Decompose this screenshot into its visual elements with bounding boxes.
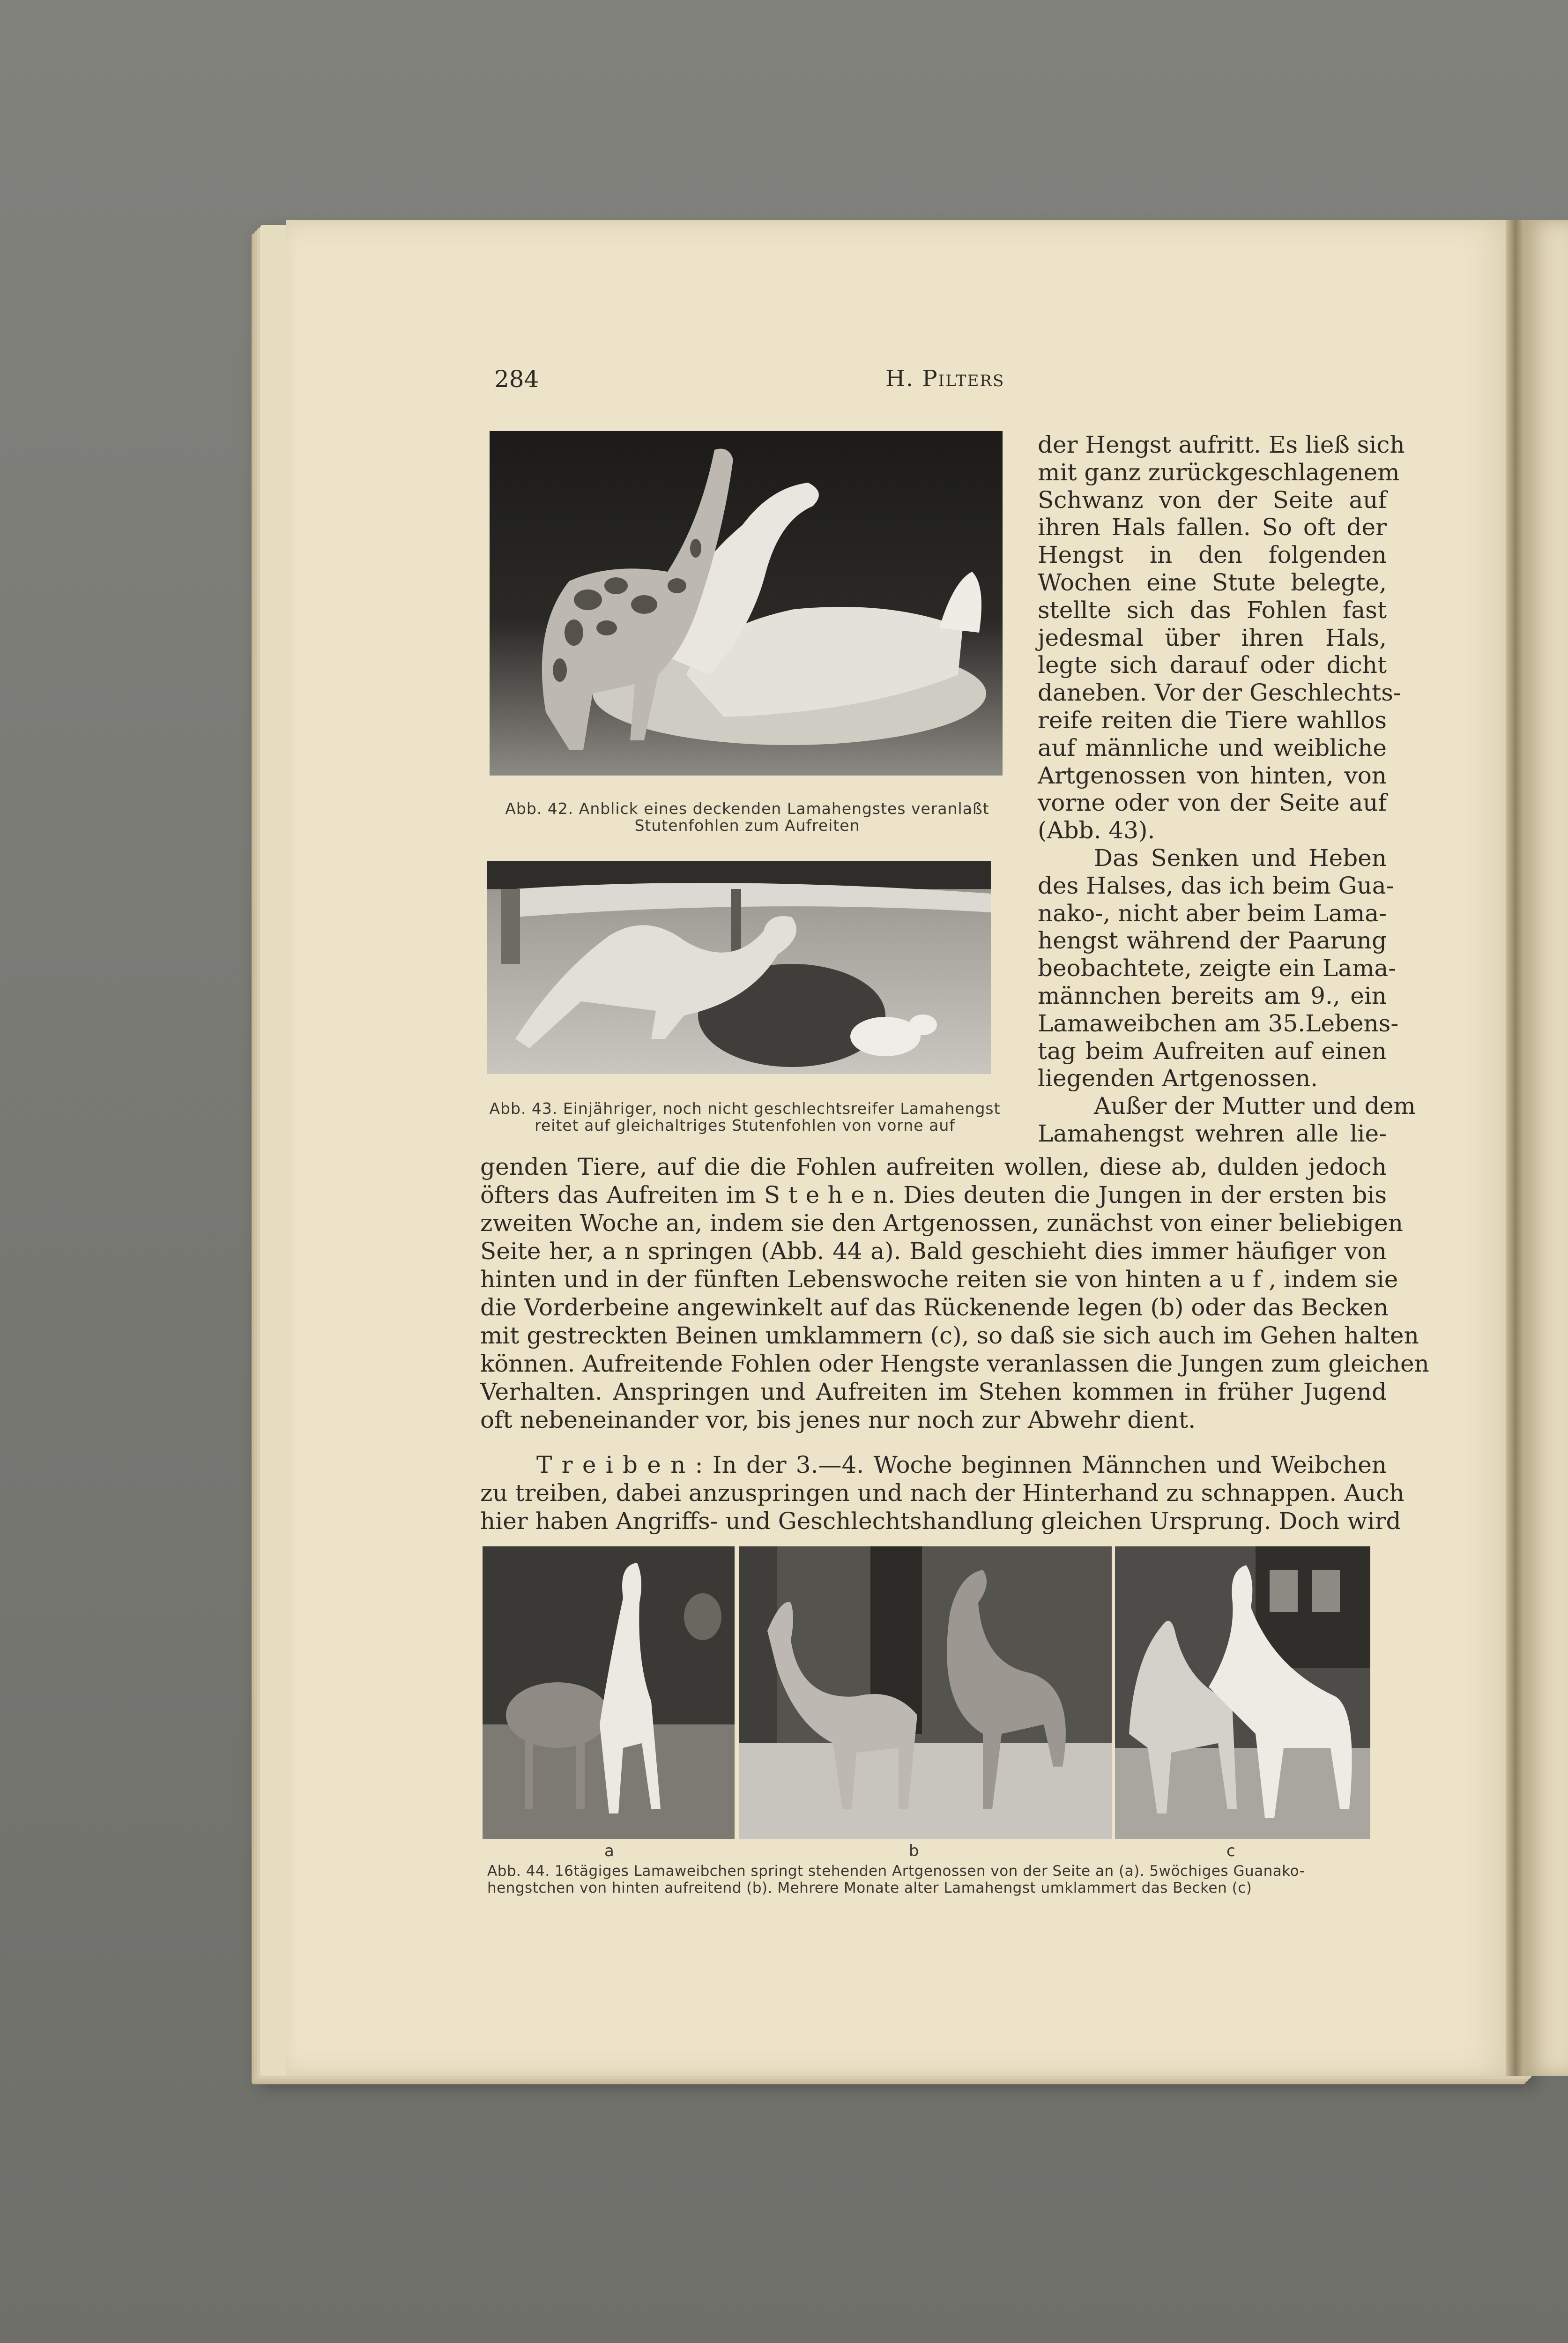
- figure-44a-photo: [483, 1546, 735, 1839]
- text-line: die Vorderbeine angewinkelt auf das Rückenende legen (b) oder das Becken: [480, 1294, 1389, 1321]
- figure-42-photo: [490, 431, 1003, 776]
- figure-44a-label: a: [604, 1842, 614, 1860]
- text-line: Artgenossen von hinten, von: [1038, 761, 1387, 789]
- figure-44c-label: c: [1226, 1842, 1235, 1860]
- text-line: Das Senken und Heben: [1094, 844, 1387, 872]
- text-line: (Abb. 43).: [1038, 817, 1155, 844]
- text-line: der Hengst aufritt. Es ließ sich: [1038, 431, 1405, 458]
- text-line: hinten und in der fünften Lebenswoche reiten sie von hinten a u f , indem sie: [480, 1266, 1398, 1293]
- text-line: beobachtete, zeigte ein Lama-: [1038, 955, 1397, 982]
- text-line: Wochen eine Stute belegte,: [1038, 568, 1387, 596]
- text-line: öfters das Aufreiten im S t e h e n. Dies deuten die Jungen in der ersten bis: [480, 1181, 1387, 1209]
- text-line: stellte sich das Fohlen fast: [1038, 596, 1387, 624]
- text-line: vorne oder von der Seite auf: [1038, 789, 1387, 817]
- text-line: Lamahengst wehren alle lie-: [1038, 1119, 1387, 1147]
- text-line: auf männliche und weibliche: [1038, 734, 1387, 761]
- text-line: hengst während der Paarung: [1038, 927, 1387, 955]
- text-line: liegenden Artgenossen.: [1038, 1065, 1318, 1092]
- running-head-author: H. Pilters: [885, 366, 1005, 392]
- text-line: tag beim Aufreiten auf einen: [1038, 1037, 1387, 1065]
- figure-44c-photo: [1115, 1546, 1370, 1839]
- figure-44-caption-line: Abb. 44. 16tägiges Lamaweibchen springt stehenden Artgenossen von der Seite an (a). 5wöchiges Guanako-: [487, 1863, 1305, 1880]
- text-line: Seite her, a n springen (Abb. 44 a). Bald geschieht dies immer häufiger von: [480, 1238, 1387, 1265]
- text-line: Hengst in den folgenden: [1038, 541, 1387, 569]
- text-line: zu treiben, dabei anzuspringen und nach der Hinterhand zu schnappen. Auch: [480, 1479, 1405, 1507]
- right-column-text: [1038, 431, 1416, 1148]
- text-line: reife reiten die Tiere wahllos: [1038, 706, 1387, 734]
- text-line: nako-, nicht aber beim Lama-: [1038, 899, 1387, 927]
- text-line: Schwanz von der Seite auf: [1038, 486, 1387, 514]
- text-line: legte sich darauf oder dicht: [1038, 651, 1387, 679]
- text-line: hier haben Angriffs- und Geschlechtshandlung gleichen Ursprung. Doch wird: [480, 1507, 1401, 1535]
- text-line: des Halses, das ich beim Gua-: [1038, 872, 1394, 899]
- text-line: Verhalten. Anspringen und Aufreiten im Stehen kommen in früher Jugend: [480, 1378, 1387, 1405]
- text-line: genden Tiere, auf die die Fohlen aufreiten wollen, diese ab, dulden jedoch: [480, 1153, 1387, 1180]
- text-line: zweiten Woche an, indem sie den Artgenossen, zunächst von einer beliebigen: [480, 1209, 1403, 1237]
- text-line: oft nebeneinander vor, bis jenes nur noch zur Abwehr dient.: [480, 1406, 1196, 1433]
- figure-42-caption: [487, 800, 1007, 834]
- figure-43-caption-line: Abb. 43. Einjähriger, noch nicht geschlechtsreifer Lamahengst: [489, 1099, 1001, 1118]
- text-line: mit gestreckten Beinen umklammern (c), so daß sie sich auch im Gehen halten: [480, 1322, 1419, 1349]
- page-number: 284: [494, 366, 539, 393]
- book-gutter: [1506, 220, 1525, 2076]
- figure-43-caption: [485, 1100, 1005, 1134]
- text-line: männchen bereits am 9., ein: [1038, 982, 1387, 1009]
- text-line: ihren Hals fallen. So oft der: [1038, 514, 1387, 541]
- text-line: T r e i b e n : In der 3.—4. Woche beginnen Männchen und Weibchen: [536, 1451, 1387, 1478]
- text-line: jedesmal über ihren Hals,: [1038, 624, 1387, 651]
- figure-44-caption-line: hengstchen von hinten aufreitend (b). Mehrere Monate alter Lamahengst umklammert das Becken (c): [487, 1880, 1252, 1896]
- text-line: mit ganz zurückgeschlagenem: [1038, 458, 1400, 486]
- figure-42-caption-line: Stutenfohlen zum Aufreiten: [634, 816, 860, 835]
- figure-43-photo: [487, 861, 991, 1074]
- text-line: Außer der Mutter und dem: [1094, 1092, 1416, 1120]
- figure-43-caption-line: reitet auf gleichaltriges Stutenfohlen von vorne auf: [535, 1116, 955, 1134]
- body-text: [480, 1153, 1429, 1535]
- text-line: Lamaweibchen am 35.Lebens-: [1038, 1009, 1399, 1037]
- text-line: daneben. Vor der Geschlechts-: [1038, 679, 1401, 707]
- facing-page-edge: [1523, 220, 1568, 2076]
- text-line: können. Aufreitende Fohlen oder Hengste veranlassen die Jungen zum gleichen: [480, 1350, 1429, 1377]
- figure-44-caption: [487, 1863, 1377, 1896]
- paragraph-gap: [480, 1434, 1387, 1451]
- figure-42-caption-line: Abb. 42. Anblick eines deckenden Lamahengstes veranlaßt: [505, 799, 989, 818]
- figure-44b-label: b: [909, 1842, 919, 1860]
- figure-44b-photo: [739, 1546, 1112, 1839]
